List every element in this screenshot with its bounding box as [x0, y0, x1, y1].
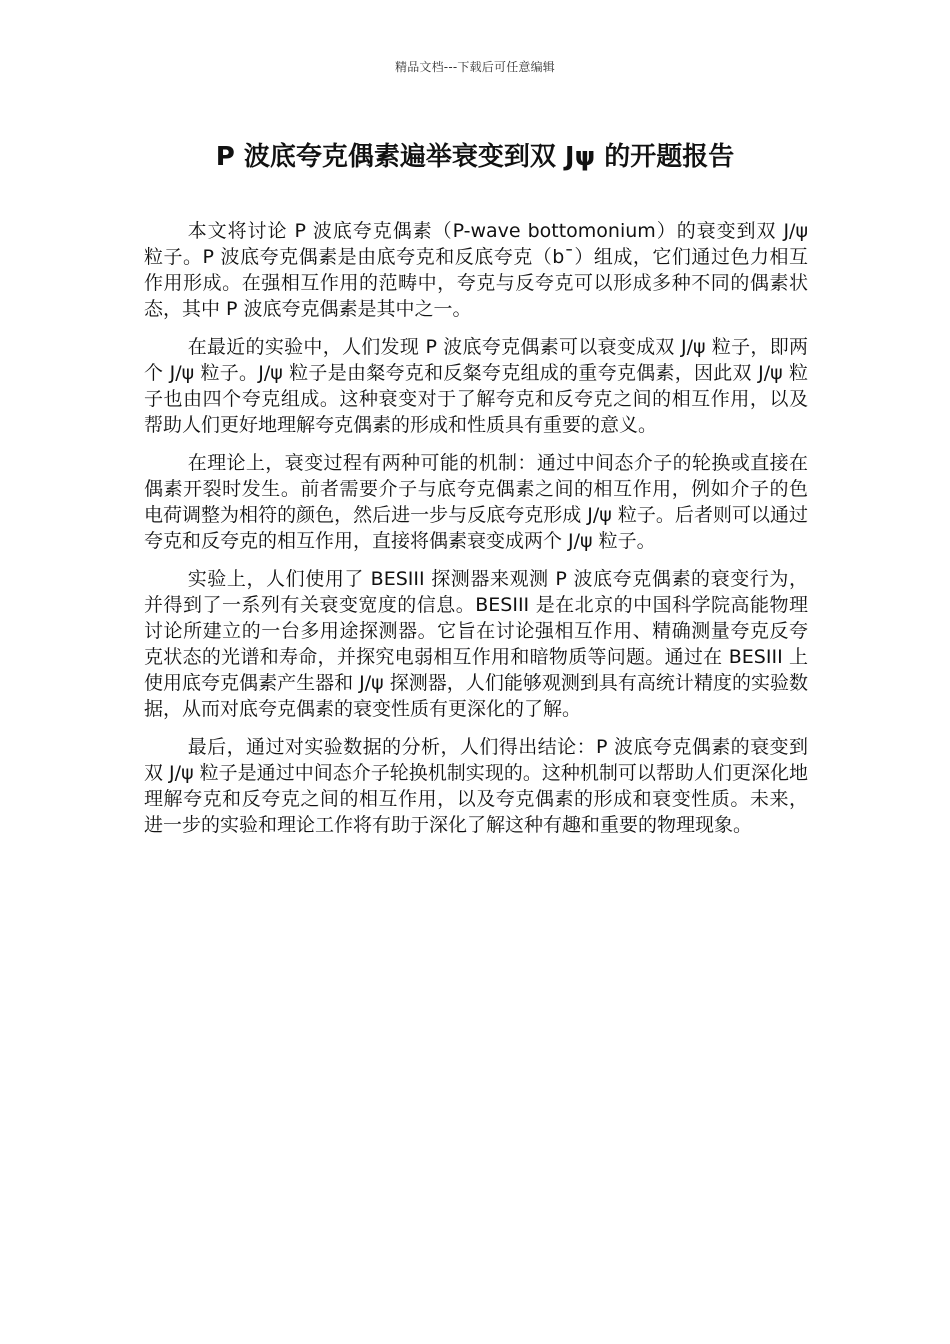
- paragraph-5: 最后，通过对实验数据的分析，人们得出结论：P 波底夸克偶素的衰变到双 J/ψ 粒子是通过中间态介子轮换机制实现的。这种机制可以帮助人们更深化地理解夸克和反夸克之间的相互作用，以及夸克偶素的形成和衰变性质。未来，进一步的实验和理论工作将有助于深化了解这种有趣和重要的物理现象。: [144, 736, 808, 836]
- document-title: P 波底夸克偶素遍举衰变到双 Jψ 的开题报告: [215, 142, 735, 172]
- paragraph-2: 在最近的实验中，人们发现 P 波底夸克偶素可以衰变成双 J/ψ 粒子，即两个 J/ψ 粒子。J/ψ 粒子是由粲夸克和反粲夸克组成的重夸克偶素，因此双 J/ψ 粒子也由四个夸克组成。这种衰变对于了解夸克和反夸克之间的相互作用，以及帮助人们更好地理解夸克偶素的形成和性质具有重要的意义。: [144, 336, 808, 436]
- document-body: [144, 218, 808, 850]
- header-note: 精品文档---下载后可任意编辑: [395, 60, 555, 74]
- paragraph-3: 在理论上，衰变过程有两种可能的机制：通过中间态介子的轮换或直接在偶素开裂时发生。前者需要介子与底夸克偶素之间的相互作用，例如介子的色电荷调整为相符的颜色，然后进一步与反底夸克形成 J/ψ 粒子。后者则可以通过夸克和反夸克的相互作用，直接将偶素衰变成两个 J/ψ 粒子。: [144, 452, 808, 552]
- paragraph-4: 实验上，人们使用了 BESIII 探测器来观测 P 波底夸克偶素的衰变行为，并得到了一系列有关衰变宽度的信息。BESIII 是在北京的中国科学院高能物理讨论所建立的一台多用途探测器。它旨在讨论强相互作用、精确测量夸克反夸克状态的光谱和寿命，并探究电弱相互作用和暗物质等问题。通过在 BESIII 上使用底夸克偶素产生器和 J/ψ 探测器，人们能够观测到具有高统计精度的实验数据，从而对底夸克偶素的衰变性质有更深化的了解。: [144, 568, 808, 720]
- paragraph-1: 本文将讨论 P 波底夸克偶素（P-wave bottomonium）的衰变到双 J/ψ 粒子。P 波底夸克偶素是由底夸克和反底夸克（b¯）组成，它们通过色力相互作用形成。在强相互作用的范畴中，夸克与反夸克可以形成多种不同的偶素状态，其中 P 波底夸克偶素是其中之一。: [144, 220, 808, 320]
